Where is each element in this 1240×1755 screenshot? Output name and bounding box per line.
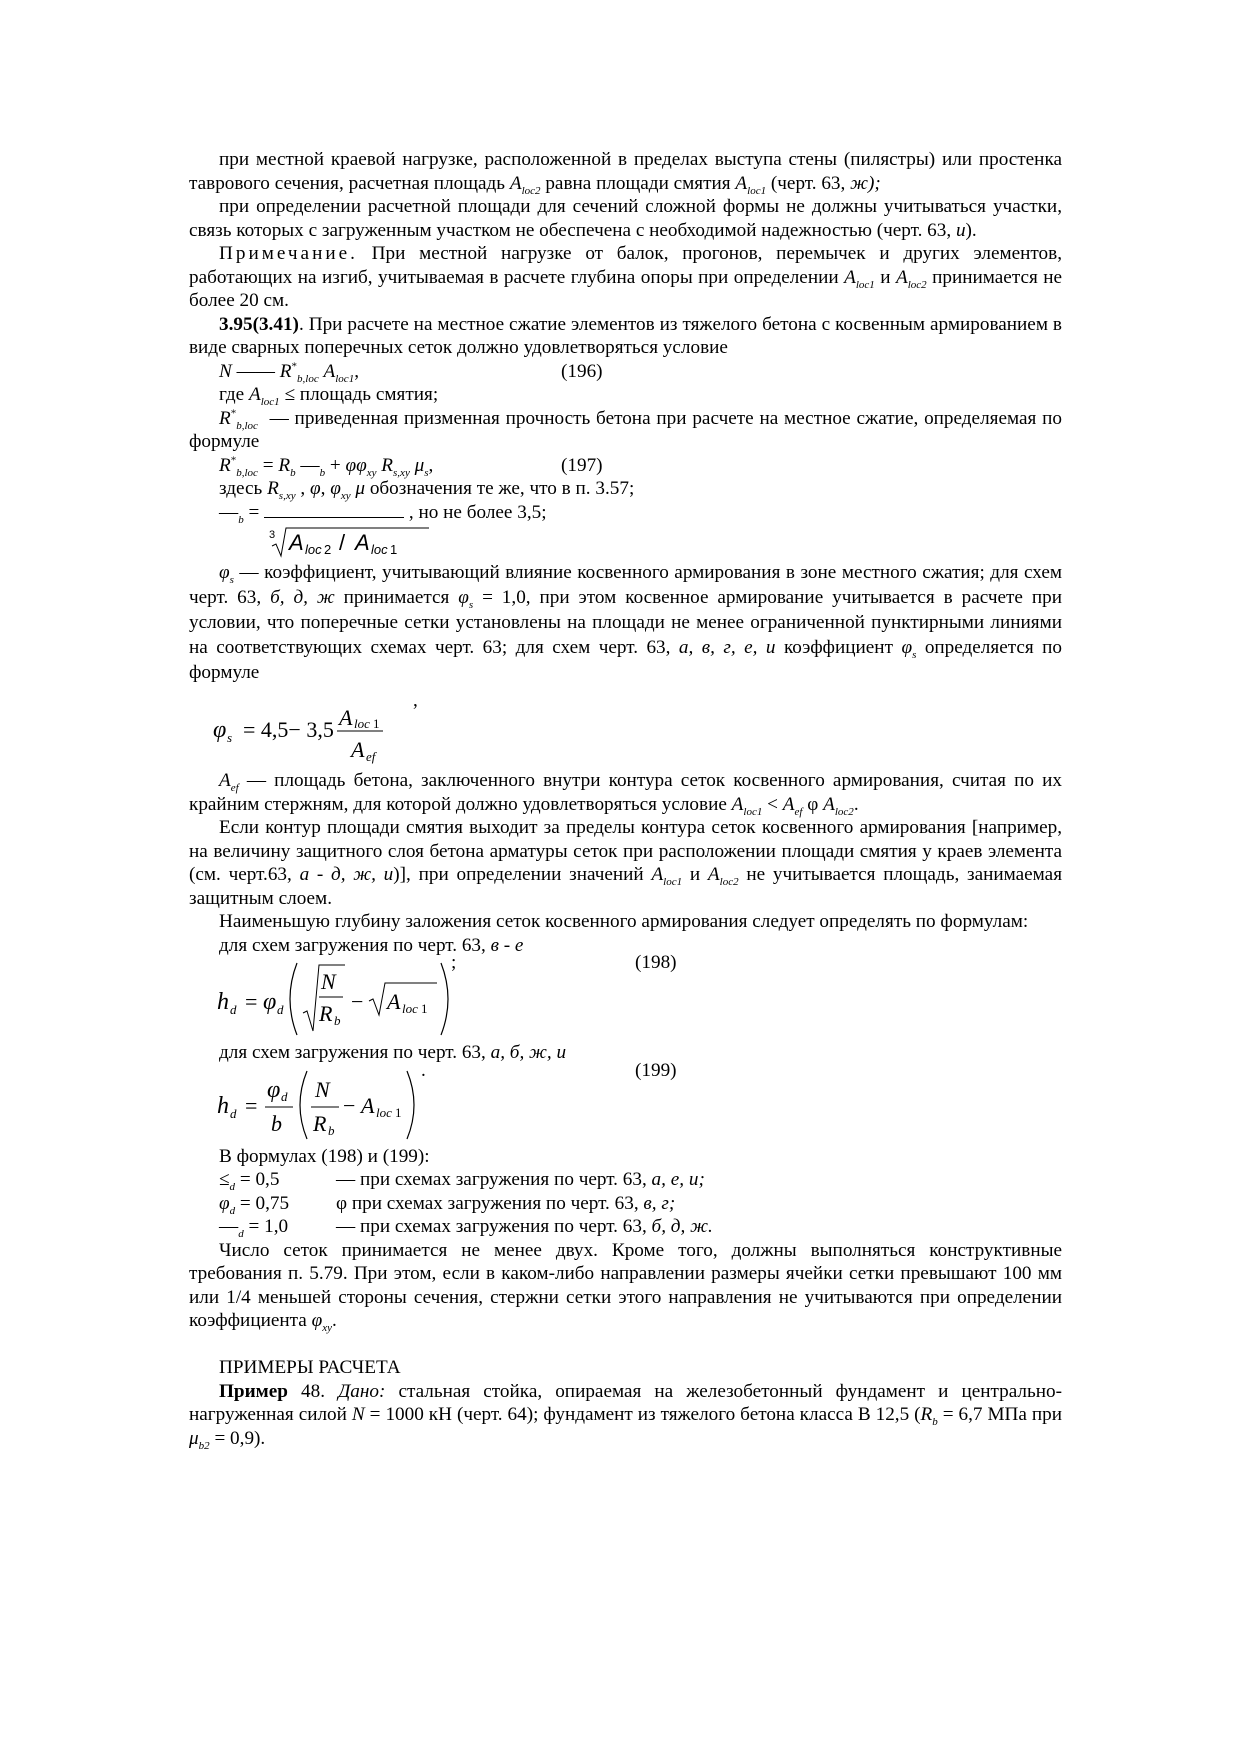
clause-3-95: 3.95(3.41). При расчете на местное сжатие элементов из тяжелого бетона с косвенным армированием в виде сварных поперечных сеток должно удовлетворяться условие [189, 313, 1062, 358]
psi-b-line: $—_b$ = , но не более 3,5; [219, 501, 547, 526]
formula-199: . (199) h d = φ d b N R b − A loc 1 [189, 1065, 1062, 1145]
svg-text:φ: φ [263, 989, 277, 1015]
paragraph-contour: Если контур площади смятия выходит за пределы контура сеток косвенного армирования [например, на величину защитного слоя бетона арматуры сеток при расположении площади смятия у краев элемента (см. черт.63, а - д, ж, и)], при определении значений $A_{loc1}$ и $A_{loc2}$ не учитывается площадь, занимаемая защитным слоем. [189, 817, 1063, 909]
svg-text:loc: loc [354, 716, 370, 731]
svg-text:s: s [227, 730, 233, 745]
paragraph-mesh-count: Число сеток принимается не менее двух. Кроме того, должны выполняться конструктивные требования п. 5.79. При этом, если в каком-либо направлении размеры ячейки сетки превышают 100 мм или 1/4 меньшей стороны сечения, стержни сетки этого направления не учитываются при определении коэффициента $\varphi_{xy}$. [189, 1239, 1062, 1334]
svg-text:d: d [277, 1002, 284, 1017]
aef-definition: $A_{ef}$ — площадь бетона, заключенного внутри контура сеток косвенного армирования, считая по их крайним стержням, для которой должно удовлетворяться условие $A_{loc1} < A_{ef}$ φ $A_{loc2}$. [189, 770, 1063, 818]
cube-root-svg [269, 524, 429, 560]
svg-text:d: d [230, 1002, 237, 1017]
svg-text:h: h [217, 1092, 229, 1119]
svg-text:R: R [313, 1110, 327, 1136]
scheme-line-198: для схем загружения по черт. 63, в - е [219, 934, 524, 956]
formula-197: $R^*_{b,loc} = R_b$ $—_b + \varphi\varphi_{xy}$ $R_{s,xy}$ $\mu_s$, (197) [219, 454, 603, 479]
svg-text:loc: loc [376, 1104, 392, 1120]
equation-number-199: (199) [635, 1059, 677, 1081]
svg-text:b: b [271, 1110, 282, 1136]
formula-196: N —— $R^*_{b,loc}$ $A_{loc1}$, (196) [219, 360, 603, 385]
rbloc-definition: $R^*_{b,loc}$ — приведенная призменная прочность бетона при расчете на местное сжатие, определяемая по формуле [189, 407, 1063, 452]
svg-text:A: A [355, 530, 370, 555]
svg-text:−: − [343, 1092, 356, 1118]
svg-text:A: A [351, 737, 365, 762]
svg-text:A: A [339, 705, 353, 730]
svg-text:b: b [328, 1122, 335, 1138]
phi-s-formula-svg [211, 685, 411, 769]
note-paragraph: Примечание. При местной нагрузке от балок, прогонов, перемычек и других элементов, работающих на изгиб, учитываемая в расчете глубина опоры при определении $A_{loc1}$ и $A_{loc2}$ принимается не более 20 см. [189, 243, 1063, 311]
formula-198: ; (198) h d = φ d N R b − A loc 1 [189, 957, 1062, 1041]
svg-text:loc: loc [371, 542, 388, 557]
coef-row-3: $—_d = 1,0$ — при схемах загружения по черт. 63, б, д, ж. [219, 1216, 713, 1240]
formula-phi-s: , φ s = 4,5− 3,5 A loc 1 A ef [189, 685, 1062, 769]
example-48: Пример 48. Дано: стальная стойка, опираемая на железобетонный фундамент и центрально-нагруженная силой N = 1000 кН (черт. 64); фундамент из тяжелого бетона класса В 12,5 ($R_b = 6,7$ МПа при $\mu_{b2} = 0,9$). [189, 1380, 1063, 1452]
svg-text:1: 1 [421, 1001, 428, 1016]
svg-text:=: = [245, 989, 258, 1014]
equation-number-196: (196) [561, 360, 603, 382]
coef-row-2: $\varphi_d = 0,75$ φ при схемах загружения по черт. 63, в, г; [219, 1192, 676, 1217]
svg-text:d: d [230, 1105, 237, 1121]
formula-199-svg [217, 1065, 457, 1145]
svg-text:ef: ef [366, 749, 376, 764]
section-heading: ПРИМЕРЫ РАСЧЕТА [219, 1357, 401, 1378]
svg-text:φ: φ [267, 1076, 281, 1103]
equation-number-197: (197) [561, 454, 603, 476]
paragraph-edge-load: при местной краевой нагрузке, расположенной в пределах выступа стены (пилястры) или простенка таврового сечения, расчетная площадь $A_{loc2}$ равна площади смятия $A_{loc1}$ (черт. 63, ж); [189, 149, 1062, 197]
svg-text:−: − [351, 989, 364, 1014]
coef-row-1: $\le_d = 0,5$ — при схемах загружения по черт. 63, а, е, и; [219, 1169, 705, 1193]
svg-text:1: 1 [390, 542, 398, 557]
svg-text:= 4,5− 3,5: = 4,5− 3,5 [243, 717, 334, 742]
here-notation-line: здесь $R_{s,xy}$ , φ, $\varphi_{xy}$ μ обозначения те же, что в п. 3.57; [219, 478, 635, 502]
svg-text:N: N [321, 969, 336, 994]
svg-text:loc: loc [402, 1001, 418, 1016]
where-area-line: где $A_{loc1}$ ≤ площадь смятия; [219, 384, 439, 408]
svg-text:b: b [334, 1013, 341, 1028]
svg-text:A: A [387, 989, 401, 1014]
paragraph-depth: Наименьшую глубину заложения сеток косвенного армирования следует определять по формулам: [219, 911, 1029, 932]
phi-s-definition: $\varphi_s$ — коэффициент, учитывающий влияние косвенного армирования в зоне местного сжатия; для схем черт. 63, б, д, ж принимается $\varphi_s = 1,0$, при этом косвенное армирование учитывается в расчете при условии, что поперечные сетки установлены на площади не менее ограниченной пунктирными линиями на соответствующих схемах черт. 63; для схем черт. 63, а, в, г, е, и коэффициент $\varphi_s$ определяется по формуле [189, 562, 1063, 683]
cube-root-formula [189, 524, 1062, 560]
formula-198-svg [217, 957, 477, 1041]
svg-text:2: 2 [324, 542, 332, 557]
svg-text:loc: loc [305, 542, 322, 557]
scheme-line-199: для схем загружения по черт. 63, а, б, ж, и [219, 1042, 567, 1063]
svg-text:1: 1 [395, 1104, 402, 1120]
document-page [189, 148, 1062, 1450]
svg-text:1: 1 [373, 716, 380, 731]
paragraph-complex-section: при определении расчетной площади для сечений сложной формы не должны учитываться участки, связь которых с загруженным участком не обеспечена с необходимой надежностью (черт. 63, и). [189, 196, 1062, 241]
equation-number-198: (198) [635, 952, 677, 973]
svg-text:/: / [339, 530, 346, 555]
svg-text:A: A [361, 1092, 375, 1118]
svg-text:3: 3 [269, 529, 276, 541]
svg-text:φ: φ [213, 717, 227, 743]
svg-text:A: A [289, 530, 304, 555]
svg-text:h: h [217, 989, 229, 1015]
svg-text:d: d [281, 1088, 288, 1104]
in-formulas-line: В формулах (198) и (199): [219, 1145, 430, 1167]
svg-text:=: = [245, 1092, 258, 1118]
svg-text:R: R [319, 1001, 333, 1026]
svg-text:N: N [315, 1076, 330, 1102]
